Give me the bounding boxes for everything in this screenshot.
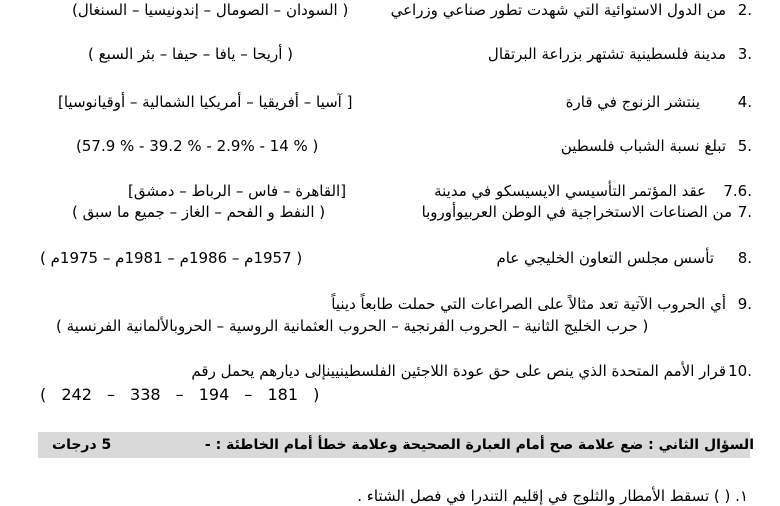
question-7-text: من الصناعات الاستخراجية في الوطن العربيوأوروبا bbox=[421, 203, 732, 221]
question-9-number: 9. bbox=[737, 295, 752, 313]
question-7-number: 7. bbox=[737, 203, 752, 221]
question-4-number: 4. bbox=[737, 93, 752, 111]
section-2-score: 5 درجات bbox=[52, 437, 112, 453]
section-2-item-1: ١. ( ) تسقط الأمطار والثلوج في إقليم التندرا في فصل الشتاء . bbox=[357, 487, 748, 505]
question-2-text: من الدول الاستوائية التي شهدت تطور صناعي وزراعي bbox=[390, 1, 726, 19]
question-2-number: 2. bbox=[737, 1, 752, 19]
question-7-options: ( النفط و الفحم – الغاز – جميع ما سبق ) bbox=[72, 203, 326, 221]
question-5-text: تبلغ نسبة الشباب فلسطين bbox=[560, 137, 726, 155]
question-3-text: مدينة فلسطينية تشتهر بزراعة البرتقال bbox=[487, 45, 726, 63]
question-8-number: 8. bbox=[737, 249, 752, 267]
question-10-text: قرار الأمم المتحدة الذي ينص على حق عودة اللاجئين الفلسطينيينإلى ديارهم يحمل رقم bbox=[191, 362, 726, 380]
question-6-number: 7.6. bbox=[723, 182, 752, 200]
question-8-options: ( 1957م – 1986م – 1981م – 1975م ) bbox=[40, 249, 303, 267]
question-6-options: [القاهرة – فاس – الرباط – دمشق] bbox=[128, 182, 347, 200]
question-4-options: [ آسيا – أفريقيا – أمريكيا الشمالية – أوقيانوسيا] bbox=[58, 93, 353, 111]
question-9-text: أي الحروب الآتية تعد مثالاً على الصراعات التي حملت طابعاً دينياً bbox=[331, 295, 726, 313]
question-9-options: ( حرب الخليج الثانية – الحروب الفرنجية – الحروب العثمانية الروسية – الحروبالألمانية الفرنسية ) bbox=[56, 317, 649, 335]
question-5-options: (57.9 % - 39.2 % - 2.9% - 14 % ) bbox=[76, 137, 319, 155]
question-8-text: تأسس مجلس التعاون الخليجي عام bbox=[496, 249, 714, 267]
question-6-text: عقد المؤتمر التأسيسي الايسيسكو في مدينة bbox=[434, 182, 706, 200]
section-2-title: السؤال الثاني : ضع علامة صح أمام العبارة الصحيحة وعلامة خطأ أمام الخاطئة : - bbox=[204, 437, 754, 453]
question-3-options: ( أريحا – يافا – حيفا – بئر السبع ) bbox=[88, 45, 294, 63]
question-3-number: 3. bbox=[737, 45, 752, 63]
question-10-number: 10. bbox=[728, 362, 752, 380]
question-10-options: ( 242 – 338 – 194 – 181 ) bbox=[40, 385, 320, 404]
question-5-number: 5. bbox=[737, 137, 752, 155]
question-2-options: ( السودان – الصومال – إندونيسيا – السنغال) bbox=[72, 1, 349, 19]
question-4-text: ينتشر الزنوج في قارة bbox=[565, 93, 700, 111]
